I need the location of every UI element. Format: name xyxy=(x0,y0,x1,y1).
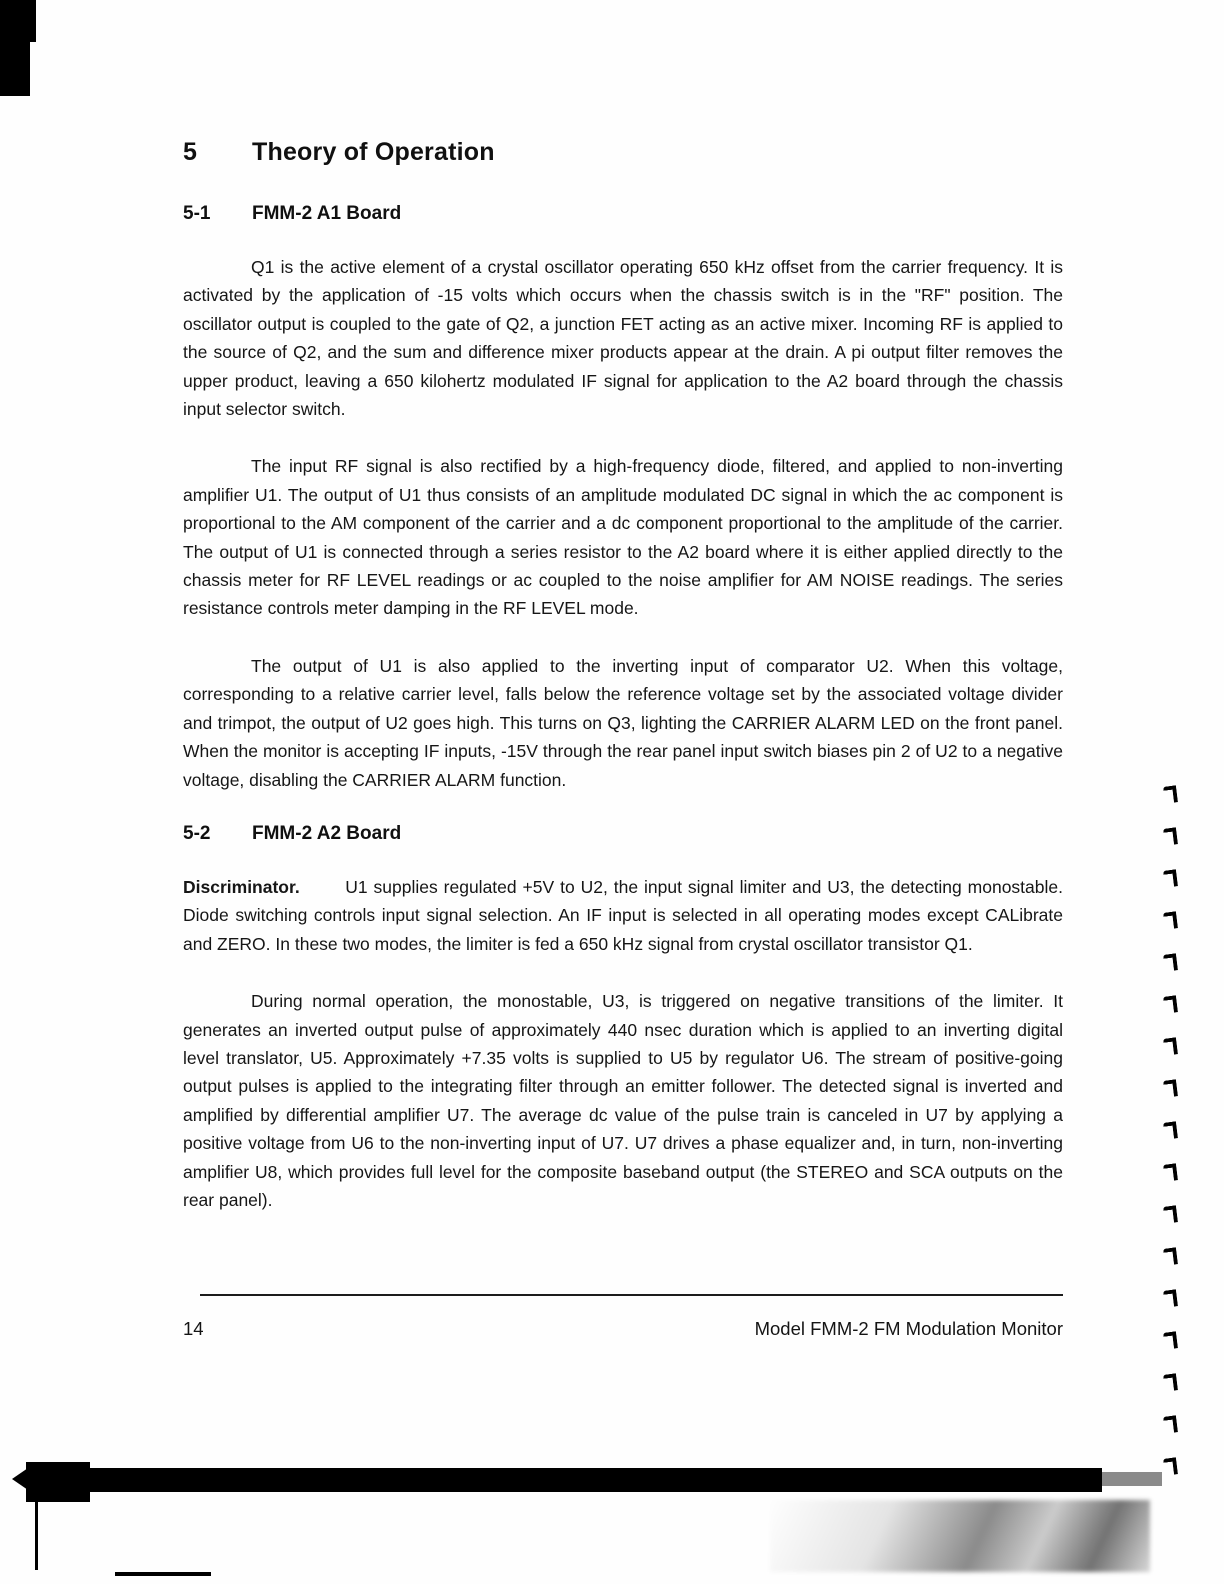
chapter-heading xyxy=(183,138,1063,167)
section-number: 5-1 xyxy=(183,203,211,224)
section-heading-5-2 xyxy=(183,823,1063,845)
scan-artifact-bottom-point xyxy=(12,1468,28,1490)
binding-mark-icon xyxy=(1163,1163,1178,1181)
binding-mark-icon xyxy=(1163,827,1178,845)
page-number: 14 xyxy=(183,1318,204,1339)
binding-mark-icon xyxy=(1163,1037,1178,1055)
section-title: FMM-2 A2 Board xyxy=(252,822,402,844)
page-content xyxy=(183,138,1063,1243)
binding-mark-icon xyxy=(1163,1457,1178,1475)
chapter-number: 5 xyxy=(183,138,198,166)
binding-mark-icon xyxy=(1163,1373,1178,1391)
paragraph-lead: Discriminator. xyxy=(183,876,300,897)
scan-artifact-left-line xyxy=(35,1496,38,1570)
binding-mark-icon xyxy=(1163,911,1178,929)
paragraph: During normal operation, the monostable, U3, is triggered on negative transitions of the limiter. It generates an inverted output pulse of approximately 440 nsec duration which is applied to an inverting digital level translator, U5. Approximately +7.35 volts is supplied to U5 by regulator U6. The stream of positive-going output pulses is applied to the integrating filter through an emitter follower. The detected signal is inverted and amplified by differential amplifier U7. The average dc value of the pulse train is canceled in U7 by applying a positive voltage from U6 to the non-inverting input of U7. U7 drives a phase equalizer and, in turn, non-inverting amplifier U8, which provides full level for the composite baseband output (the STEREO and SCA outputs on the rear panel). xyxy=(183,991,1063,1210)
scan-artifact-smudge xyxy=(770,1500,1150,1572)
paragraph: The output of U1 is also applied to the inverting input of comparator U2. When this voltage, corresponding to a relative carrier level, falls below the reference voltage set by the associated voltage divider and trimpot, the output of U2 goes high. This turns on Q3, lighting the CARRIER ALARM LED on the front panel. When the monitor is accepting IF inputs, -15V through the rear panel input switch biases pin 2 of U2 to a negative voltage, disabling the CARRIER ALARM function. xyxy=(183,655,1063,790)
binding-mark-icon xyxy=(1163,1079,1178,1097)
scan-artifact-bottom-dash xyxy=(115,1572,211,1576)
binding-mark-icon xyxy=(1163,995,1178,1013)
scan-artifact-bottom-bar xyxy=(34,1468,1102,1492)
page-footer xyxy=(183,1318,1063,1340)
paragraph-text: U1 supplies regulated +5V to U2, the input signal limiter and U3, the detecting monostable. Diode switching controls input signal selection. An IF input is selected in all operating modes except CALibrate and ZERO. In these two modes, the limiter is fed a 650 kHz signal from crystal oscillator transistor Q1. xyxy=(183,876,1063,954)
binding-mark-icon xyxy=(1163,1205,1178,1223)
binding-mark-icon xyxy=(1163,1121,1178,1139)
binding-mark-icon xyxy=(1163,1289,1178,1307)
scan-artifact-top-left-notch xyxy=(0,0,36,42)
section-number: 5-2 xyxy=(183,822,211,844)
section-title: FMM-2 A1 Board xyxy=(252,203,402,224)
binding-mark-icon xyxy=(1163,785,1178,803)
binding-mark-icon xyxy=(1163,1247,1178,1265)
document-title: Model FMM-2 FM Modulation Monitor xyxy=(754,1318,1063,1339)
binding-mark-icon xyxy=(1163,1331,1178,1349)
binding-mark-icon xyxy=(1163,953,1178,971)
footer-rule xyxy=(200,1294,1063,1296)
paragraph: The input RF signal is also rectified by a high-frequency diode, filtered, and applied to non-inverting amplifier U1. The output of U1 thus consists of an amplitude modulated DC signal in which the ac component is proportional to the AM component of the carrier and a dc component proportional to the amplitude of the carrier. The output of U1 is connected through a series resistor to the A2 board where it is either applied directly to the chassis meter for RF LEVEL readings or ac coupled to the noise amplifier for AM NOISE readings. The series resistance controls meter damping in the RF LEVEL mode. xyxy=(183,456,1063,619)
binding-mark-icon xyxy=(1163,1415,1178,1433)
scan-artifact-gray-tail xyxy=(1102,1472,1162,1486)
binding-marks-column xyxy=(1158,0,1198,1584)
paragraph: Q1 is the active element of a crystal oscillator operating 650 kHz offset from the carrier frequency. It is activated by the application of -15 volts which occurs when the chassis switch is in the "RF" position. The oscillator output is coupled to the gate of Q2, a junction FET acting as an active mixer. Incoming RF is applied to the source of Q2, and the sum and difference mixer products appear at the drain. A pi output filter removes the upper product, leaving a 650 kilohertz modulated IF signal for application to the A2 board through the chassis input selector switch. xyxy=(183,257,1063,420)
binding-mark-icon xyxy=(1163,869,1178,887)
chapter-title: Theory of Operation xyxy=(252,138,495,166)
section-heading-5-1 xyxy=(183,203,1063,225)
paragraph xyxy=(183,873,1063,958)
